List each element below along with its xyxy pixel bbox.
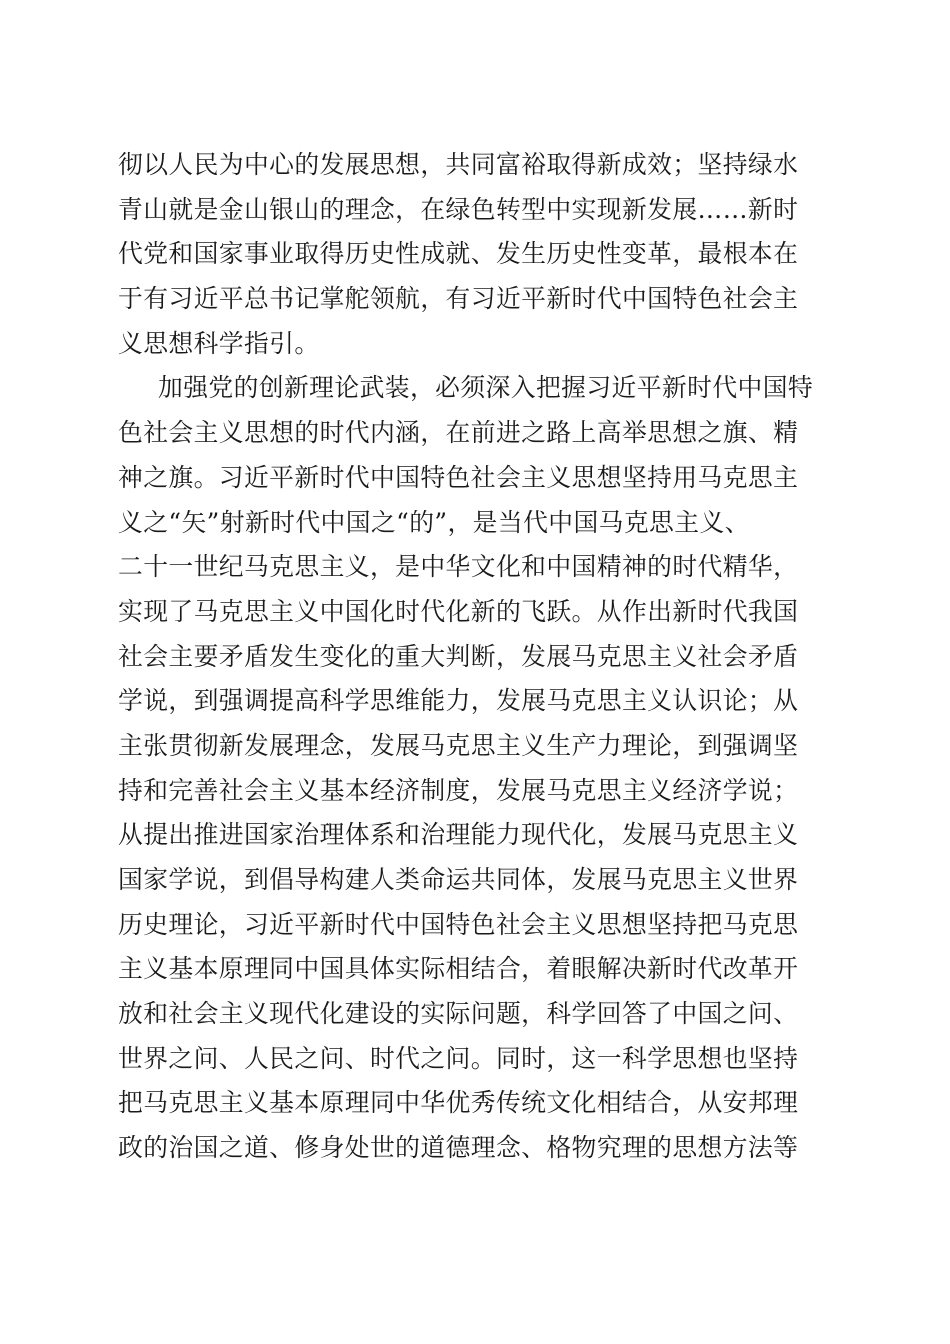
text-line: 历史理论，习近平新时代中国特色社会主义思想坚持把马克思 [118,909,799,939]
text-line: 主义基本原理同中国具体实际相结合，着眼解决新时代改革开 [118,954,799,984]
text-line: 神之旗。习近平新时代中国特色社会主义思想坚持用马克思主 [118,462,799,492]
text-line: 持和完善社会主义基本经济制度，发展马克思主义经济学说； [118,775,799,805]
text-line: 国家学说，到倡导构建人类命运共同体，发展马克思主义世界 [118,865,799,894]
text-line: 于有习近平总书记掌舵领航，有习近平新时代中国特色社会主 [118,284,799,314]
paragraph-1 [118,143,822,366]
text-line: 义思想科学指引。 [118,328,320,358]
text-line-indented: 加强党的创新理论武装，必须深入把握习近平新时代中国特 [158,373,814,403]
text-line: 学说，到强调提高科学思维能力，发展马克思主义认识论；从 [118,686,799,716]
text-line: 彻以人民为中心的发展思想，共同富裕取得新成效；坚持绿水 [118,150,799,179]
text-line: 放和社会主义现代化建设的实际问题，科学回答了中国之问、 [118,999,799,1029]
text-line: 代党和国家事业取得历史性成就、发生历史性变革，最根本在 [118,239,799,269]
paragraph-2 [118,366,822,1170]
text-line: 青山就是金山银山的理念，在绿色转型中实现新发展……新时 [118,194,799,224]
text-line: 把马克思主义基本原理同中华优秀传统文化相结合，从安邦理 [118,1088,799,1118]
text-line: 主张贯彻新发展理念，发展马克思主义生产力理论，到强调坚 [118,730,799,760]
text-line: 政的治国之道、修身处世的道德理念、格物究理的思想方法等 [118,1133,799,1163]
text-line: 社会主要矛盾发生变化的重大判断，发展马克思主义社会矛盾 [118,641,799,671]
text-line: 世界之问、人民之问、时代之问。同时，这一科学思想也坚持 [118,1043,799,1073]
text-line: 二十一世纪马克思主义，是中华文化和中国精神的时代精华， [118,552,799,582]
text-line: 实现了马克思主义中国化时代化新的飞跃。从作出新时代我国 [118,596,799,626]
body-text [118,143,822,1171]
text-line: 义之“矢”射新时代中国之“的”，是当代中国马克思主义、 [118,507,750,537]
text-line: 从提出推进国家治理体系和治理能力现代化，发展马克思主义 [118,820,799,850]
text-line: 色社会主义思想的时代内涵，在前进之路上高举思想之旗、精 [118,418,799,448]
